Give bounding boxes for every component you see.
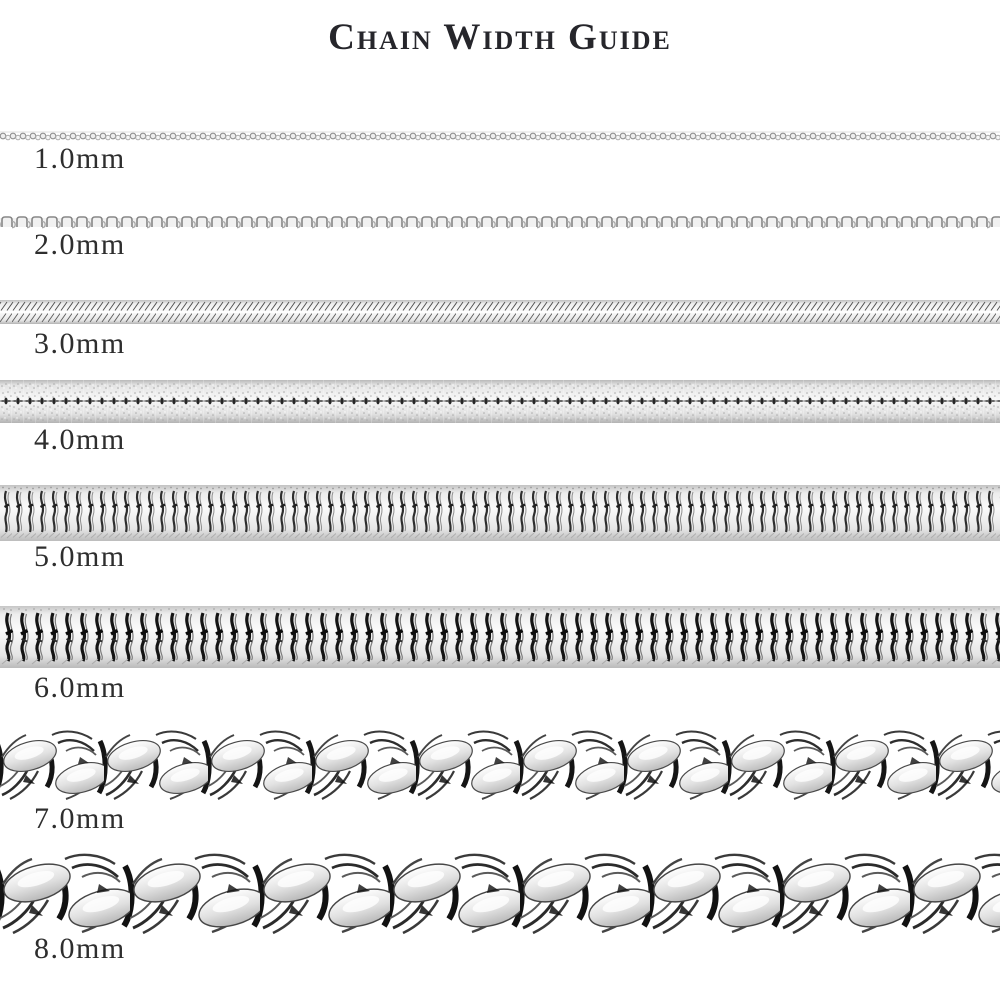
size-label-2mm: 2.0mm — [34, 228, 126, 261]
rope-chain-icon — [0, 729, 1000, 804]
page-title: Chain Width Guide — [328, 17, 672, 58]
rope-chain-icon — [0, 852, 1000, 938]
size-label-7mm: 7.0mm — [34, 802, 126, 835]
size-label-6mm: 6.0mm — [34, 671, 126, 704]
size-label-8mm: 8.0mm — [34, 932, 126, 965]
snake-chain-icon — [0, 380, 1000, 423]
size-label-5mm: 5.0mm — [34, 540, 126, 573]
snake-chain-icon — [0, 300, 1000, 324]
size-label-1mm: 1.0mm — [34, 142, 126, 175]
size-label-4mm: 4.0mm — [34, 423, 126, 456]
snake-chain-icon — [0, 606, 1000, 668]
box-chain-icon — [0, 214, 1000, 230]
snake-chain-icon — [0, 485, 1000, 541]
size-label-3mm: 3.0mm — [34, 327, 126, 360]
fine-cable-chain-icon — [0, 130, 1000, 143]
